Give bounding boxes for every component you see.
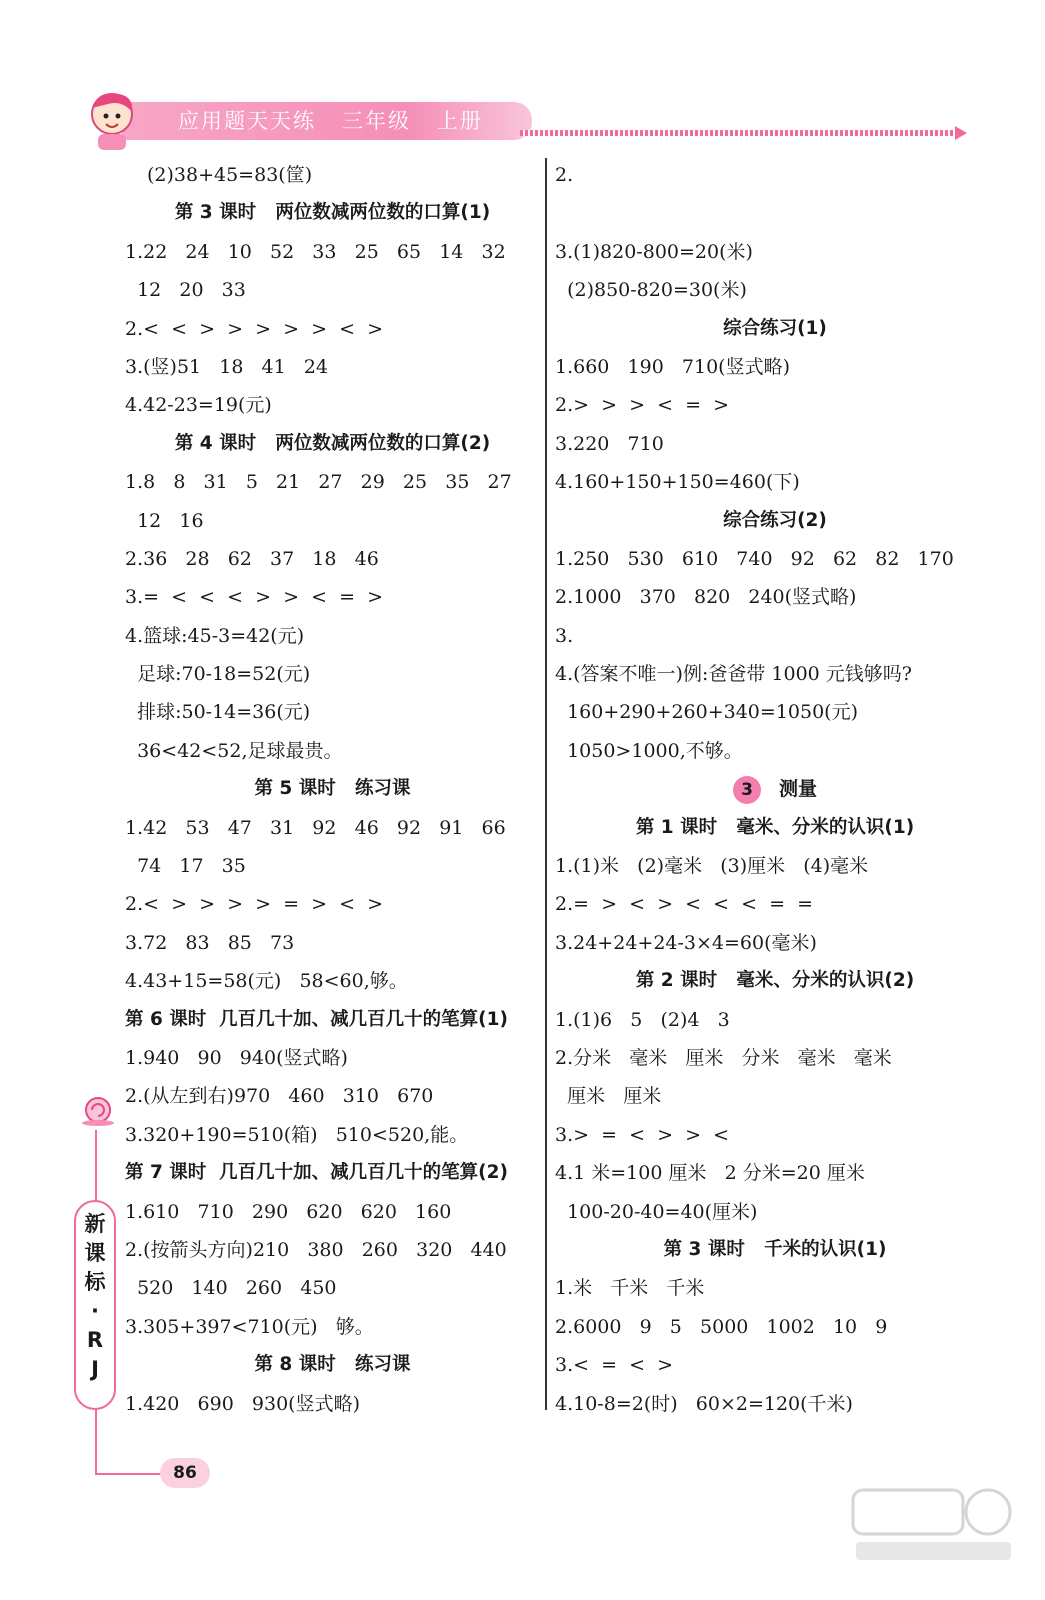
unit-heading [555, 770, 995, 808]
answer-line: 1.940 90 940(竖式略) [125, 1046, 348, 1069]
answer-line: 1.8 8 31 5 21 27 29 25 35 27 [125, 471, 512, 494]
answer-line: 160+290+260+340=1050(元) [555, 701, 858, 724]
answer-line: 3.320+190=510(箱) 510<520,能。 [125, 1123, 469, 1146]
answer-line: 4.1 米=100 厘米 2 分米=20 厘米 [555, 1162, 865, 1185]
lesson-heading: 第 8 课时 练习课 [254, 1354, 411, 1376]
boy-mascot-icon [78, 86, 148, 152]
answer-line: 2.分米 毫米 厘米 分米 毫米 毫米 [555, 1046, 892, 1069]
answer-line: 3.> = < > > < [555, 1123, 730, 1146]
answer-line: 2.< > > > > = > < > [125, 893, 384, 916]
lesson-heading: 第 1 课时 毫米、分米的认识(1) [635, 816, 915, 838]
lesson-heading: 第 3 课时 千米的认识(1) [663, 1238, 887, 1260]
lesson-heading: 综合练习(2) [723, 509, 827, 531]
answer-line: 2.(按箭头方向)210 380 260 320 440 [125, 1238, 507, 1261]
curriculum-char: · [91, 1299, 99, 1323]
answer-line: 1.660 190 710(竖式略) [555, 355, 790, 378]
answer-line: 3.(竖)51 18 41 24 [125, 355, 329, 378]
answer-line: 1.米 千米 千米 [555, 1277, 705, 1300]
unit-number-badge: 3 [733, 776, 761, 804]
answer-line: 排球:50-14=36(元) [125, 701, 311, 724]
answer-line: 1.250 530 610 740 92 62 82 170 [555, 547, 954, 570]
answer-line: 4.10-8=2(时) 60×2=120(千米) [555, 1392, 853, 1415]
answer-line: 厘米 厘米 [555, 1085, 662, 1108]
answer-line: 1.(1)米 (2)毫米 (3)厘米 (4)毫米 [555, 855, 869, 878]
lesson-heading: 第 4 课时 两位数减两位数的口算(2) [174, 432, 491, 454]
answer-line: 2. [555, 164, 574, 186]
lesson-heading: 第 2 课时 毫米、分米的认识(2) [635, 970, 915, 992]
answer-line: 74 17 35 [125, 855, 246, 878]
answer-line: 2.> > > < = > [555, 394, 730, 417]
curriculum-char: R [86, 1328, 104, 1352]
answer-line: 3.72 83 85 73 [125, 931, 295, 954]
side-rule-bottom [95, 1473, 170, 1475]
lesson-heading: 第 7 课时 几百几十加、减几百几十的笔算(2) [125, 1162, 508, 1184]
answer-line: 4.42-23=19(元) [125, 394, 272, 417]
answer-line [555, 194, 995, 232]
answer-line: 4.(答案不唯一)例:爸爸带 1000 元钱够吗? [555, 663, 912, 686]
answer-line: 1.(1)6 5 (2)4 3 [555, 1008, 730, 1031]
answer-line: 2.< < > > > > > < > [125, 317, 384, 340]
answer-line: 520 140 260 450 [125, 1277, 337, 1300]
watermark-logo-icon [848, 1482, 1018, 1567]
lesson-heading: 第 6 课时 几百几十加、减几百几十的笔算(1) [125, 1008, 508, 1030]
answer-line: 36<42<52,足球最贵。 [125, 739, 343, 762]
answer-line: 2.= > < > < < < = = [555, 893, 814, 916]
curriculum-char: 新 [84, 1212, 106, 1236]
header-title: 应用题天天练 三年级 上册 [178, 109, 484, 133]
curriculum-char: 标 [84, 1270, 106, 1294]
lesson-heading: 综合练习(1) [723, 317, 827, 339]
column-divider [545, 158, 547, 1410]
page-number: 86 [160, 1458, 210, 1488]
answer-line: 3.(1)820-800=20(米) [555, 240, 753, 263]
answer-line: 3.24+24+24-3×4=60(毫米) [555, 931, 817, 954]
answer-line: 100-20-40=40(厘米) [555, 1200, 758, 1223]
answer-line: 3.305+397<710(元) 够。 [125, 1315, 374, 1338]
answer-line: 3.220 710 [555, 432, 664, 455]
snail-icon [78, 1088, 118, 1128]
answer-line: (2)38+45=83(筐) [147, 164, 313, 186]
lesson-heading: 第 3 课时 两位数减两位数的口算(1) [174, 202, 491, 224]
curriculum-label [74, 1200, 116, 1410]
answer-line: 1.42 53 47 31 92 46 92 91 66 [125, 816, 506, 839]
answer-line: 4.160+150+150=460(下) [555, 471, 800, 494]
left-answer-column [125, 156, 540, 1423]
answer-line: 1.420 690 930(竖式略) [125, 1392, 360, 1415]
answer-line: 4.43+15=58(元) 58<60,够。 [125, 970, 408, 993]
answer-line: 12 16 [125, 509, 204, 532]
unit-title: 测量 [778, 778, 817, 801]
answer-line: 3.< = < > [555, 1354, 674, 1377]
answer-line: 1.22 24 10 52 33 25 65 14 32 [125, 240, 506, 263]
answer-line: 4.篮球:45-3=42(元) [125, 624, 305, 647]
answer-line: 足球:70-18=52(元) [125, 663, 311, 686]
answer-line: 2.6000 9 5 5000 1002 10 9 [555, 1315, 888, 1338]
answer-line: 2.1000 370 820 240(竖式略) [555, 586, 857, 609]
curriculum-char: 课 [84, 1241, 106, 1265]
right-answer-column [555, 156, 995, 1423]
answer-line: 3. [555, 624, 574, 647]
header-dotted-line [520, 130, 955, 136]
answer-line: 3.= < < < > > < = > [125, 586, 384, 609]
answer-line: 2.(从左到右)970 460 310 670 [125, 1085, 434, 1108]
answer-line: 1.610 710 290 620 620 160 [125, 1200, 452, 1223]
lesson-heading: 第 5 课时 练习课 [254, 778, 411, 800]
answer-line: 12 20 33 [125, 279, 246, 302]
answer-line: 1050>1000,不够。 [555, 739, 743, 762]
curriculum-char: J [91, 1357, 99, 1381]
answer-line: (2)850-820=30(米) [555, 279, 747, 302]
header-arrow-icon [955, 126, 967, 140]
answer-line: 2.36 28 62 37 18 46 [125, 547, 379, 570]
